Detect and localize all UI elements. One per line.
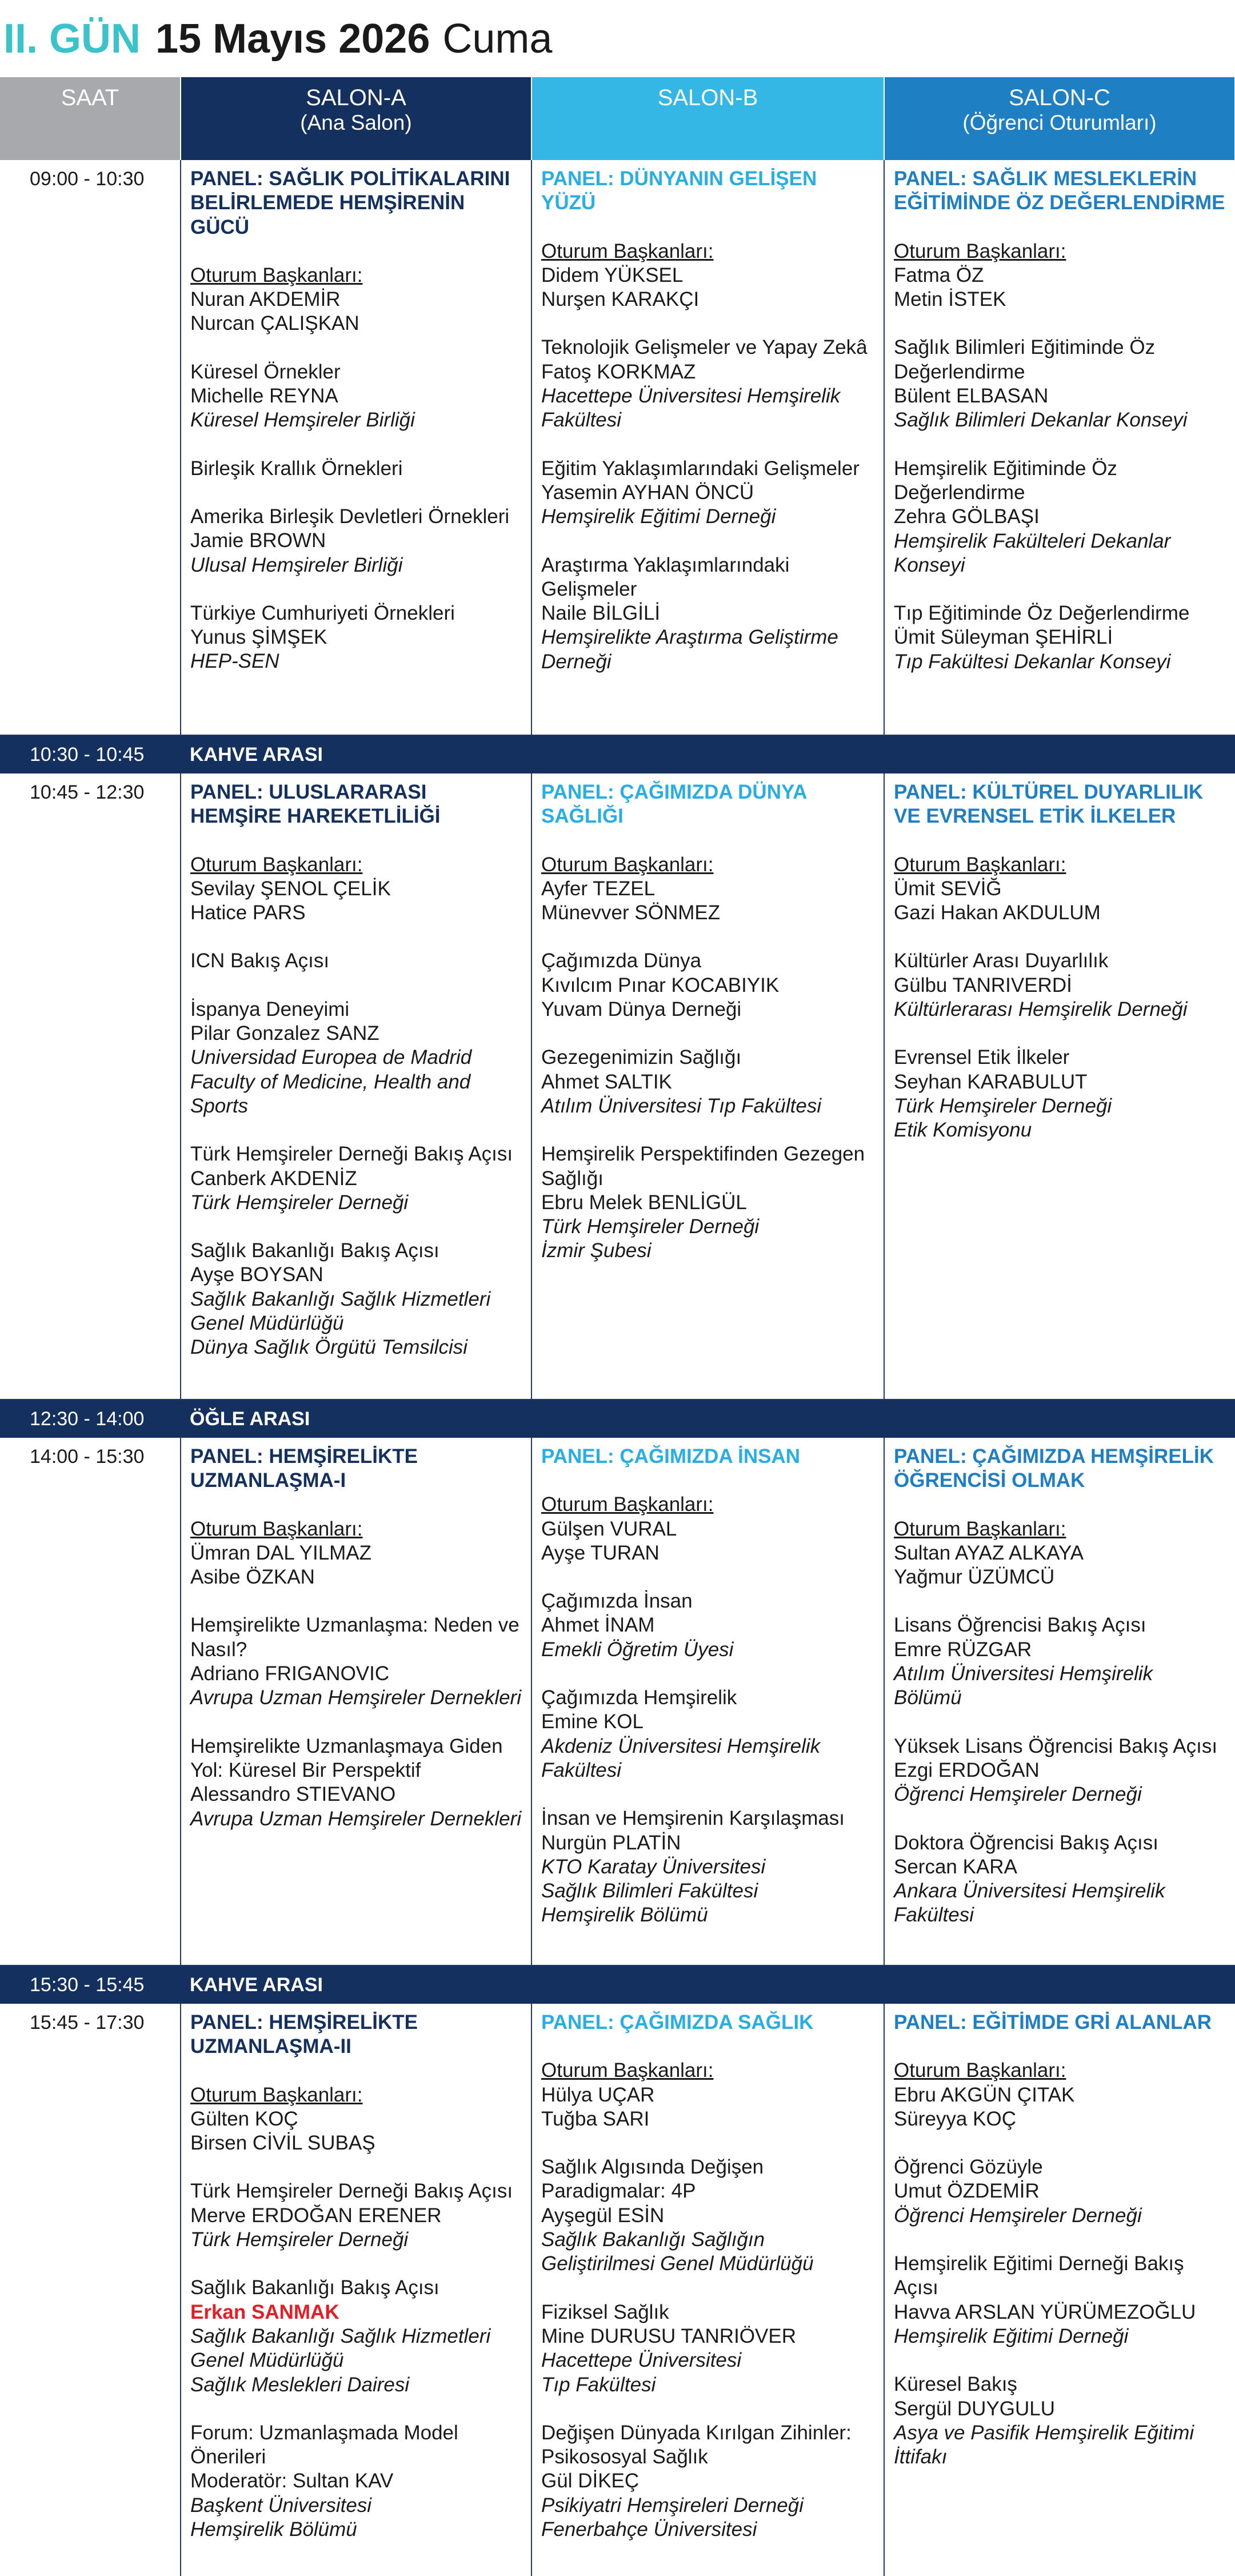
schedule-table [0, 77, 1235, 2576]
chair-name: Münevver SÖNMEZ [541, 902, 721, 924]
talk [894, 2252, 1226, 2348]
panel-cell [181, 1438, 531, 1965]
chair-name: Nurşen KARAKÇI [541, 288, 700, 311]
date-label: 15 Mayıs 2026 [155, 15, 430, 62]
chairs-label: Oturum Başkanları: [190, 2083, 363, 2106]
speaker-name: Emine KOL [541, 1710, 644, 1733]
speaker-org: Hemşirelikte Araştırma Geliştirme Derneği [541, 626, 838, 673]
talk [190, 2179, 522, 2252]
talk [190, 2421, 522, 2542]
chair-name: Gülten KOÇ [190, 2107, 298, 2130]
speaker-org: Dünya Sağlık Örgütü Temsilcisi [190, 1336, 468, 1359]
talk-title: Türk Hemşireler Derneği Bakış Açısı [190, 1143, 513, 1166]
chairs-label: Oturum Başkanları: [894, 853, 1066, 876]
talk [190, 505, 522, 577]
break-time: 15:30 - 15:45 [0, 1965, 181, 2004]
talk [541, 2421, 874, 2542]
speaker-org: Sağlık Bakanlığı Sağlık Hizmetleri Genel Müdürlüğü [190, 1287, 491, 1335]
talk-title: İspanya Deneyimi [190, 998, 350, 1020]
speaker-org: Fenerbahçe Üniversitesi [541, 2518, 757, 2541]
talk-title: Öğrenci Gözüyle [894, 2156, 1043, 2179]
header-time: SAAT [0, 77, 181, 160]
talk [541, 1046, 874, 1118]
speaker-org: Öğrenci Hemşireler Derneği [894, 2204, 1142, 2227]
talk-title: Teknolojik Gelişmeler ve Yapay Zekâ [541, 336, 868, 359]
session-time: 10:45 - 12:30 [0, 773, 181, 1399]
talk [894, 457, 1226, 577]
break-label: KAHVE ARASI [181, 1965, 1235, 2004]
talk-title: İnsan ve Hemşirenin Karşılaşması [541, 1807, 845, 1830]
talk [894, 1831, 1226, 1928]
speaker-org: Etik Komisyonu [894, 1119, 1032, 1142]
speaker-name: Jamie BROWN [190, 529, 326, 552]
chairs-block [541, 2059, 874, 2131]
panel-cell [181, 160, 531, 735]
header-salon-a [181, 77, 531, 160]
speaker-org: Türk Hemşireler Derneği [190, 2228, 409, 2251]
chair-name: Metin İSTEK [894, 288, 1006, 311]
speaker-name: Ahmet SALTIK [541, 1070, 672, 1093]
panel-cell [884, 160, 1235, 735]
speaker-org: Hemşirelik Eğitimi Derneği [894, 2324, 1129, 2347]
session-time: 15:45 - 17:30 [0, 2004, 181, 2576]
speaker-org: Hemşirelik Bölümü [190, 2518, 357, 2541]
panel-title: PANEL: DÜNYANIN GELİŞEN YÜZÜ [541, 168, 817, 214]
panel-title: PANEL: SAĞLIK MESLEKLERİN EĞİTİMİNDE ÖZ DEĞERLENDİRME [894, 168, 1225, 214]
chairs-label: Oturum Başkanları: [541, 2059, 714, 2082]
talk [894, 1613, 1226, 1710]
speaker-name: Yunus ŞİMŞEK [190, 626, 327, 649]
header-row [0, 77, 1235, 160]
talk [541, 553, 874, 674]
chair-name: Hatice PARS [190, 902, 306, 924]
break-row [0, 735, 1235, 773]
panel-title: PANEL: SAĞLIK POLİTİKALARINI BELİRLEMEDE HEMŞİRENİN GÜCÜ [190, 168, 510, 238]
talk-title: Evrensel Etik İlkeler [894, 1046, 1070, 1069]
talk [894, 949, 1226, 1022]
salon-a-name: SALON-A [306, 85, 406, 110]
speaker-org: Avrupa Uzman Hemşireler Dernekleri [190, 1807, 521, 1830]
talk [190, 949, 522, 973]
speaker-org: Kültürlerarası Hemşirelik Derneği [894, 998, 1188, 1021]
chairs-block [190, 2083, 522, 2156]
talk [190, 2276, 522, 2396]
header-salon-c [884, 77, 1235, 160]
speaker-org: Tıp Fakültesi [541, 2373, 656, 2396]
talk [541, 949, 874, 1022]
speaker-org: Asya ve Pasifik Hemşirelik Eğitimi İttifakı [894, 2421, 1194, 2469]
speaker-org: Sağlık Bilimleri Dekanlar Konseyi [894, 409, 1188, 432]
chairs-label: Oturum Başkanları: [190, 853, 363, 876]
talk-title: Küresel Bakış [894, 2373, 1017, 2396]
speaker-org: Akdeniz Üniversitesi Hemşirelik Fakültesi [541, 1734, 821, 1781]
talk-title: ICN Bakış Açısı [190, 950, 330, 972]
chairs-block [190, 853, 522, 926]
panel-title: PANEL: ÇAĞIMIZDA HEMŞİRELİK ÖĞRENCİSİ OLMAK [894, 1445, 1214, 1492]
speaker-name: Pilar Gonzalez SANZ [190, 1022, 379, 1045]
speaker-org: Hemşirelik Bölümü [541, 1904, 708, 1927]
talk [541, 457, 874, 529]
speaker-org: Sağlık Bilimleri Fakültesi [541, 1880, 758, 1903]
speaker-name: Sercan KARA [894, 1855, 1017, 1878]
chair-name: Ümran DAL YILMAZ [190, 1541, 372, 1564]
panel-title: PANEL: ÇAĞIMIZDA DÜNYA SAĞLIĞI [541, 781, 807, 828]
talk [541, 2300, 874, 2397]
talk-title: Amerika Birleşik Devletleri Örnekleri [190, 505, 510, 528]
talk [190, 1239, 522, 1359]
speaker-org: Universidad Europea de Madrid Faculty of Medicine, Health and Sports [190, 1046, 472, 1117]
talk-title: Forum: Uzmanlaşmada Model Önerileri [190, 2421, 458, 2469]
panel-cell [884, 773, 1235, 1399]
speaker-name: Naile BİLGİLİ [541, 602, 661, 625]
break-label: KAHVE ARASI [181, 735, 1235, 773]
speaker-org: Hemşirelik Eğitimi Derneği [541, 505, 776, 528]
chair-name: Fatma ÖZ [894, 264, 984, 286]
break-label: ÖĞLE ARASI [181, 1399, 1235, 1438]
talk-title: Hemşirelik Eğitimi Derneği Bakış Açısı [894, 2252, 1184, 2299]
chairs-label: Oturum Başkanları: [541, 1493, 714, 1516]
chairs-block [894, 2059, 1226, 2131]
chair-name: Sultan AYAZ ALKAYA [894, 1541, 1084, 1564]
chair-name: Birsen CİVİL SUBAŞ [190, 2132, 375, 2155]
talk-title: Araştırma Yaklaşımlarındaki Gelişmeler [541, 553, 790, 600]
weekday-label: Cuma [442, 15, 553, 62]
talk-title: Hemşirelikte Uzmanlaşma: Neden ve Nasıl? [190, 1614, 519, 1661]
talk-title: Küresel Örnekler [190, 360, 341, 383]
speaker-org: Ankara Üniversitesi Hemşirelik Fakültesi [894, 1880, 1165, 1927]
talk-title: Hemşirelik Perspektifinden Gezegen Sağlığı [541, 1143, 865, 1190]
chair-name: Ayfer TEZEL [541, 877, 656, 900]
break-time: 12:30 - 14:00 [0, 1399, 181, 1438]
session-row [0, 2004, 1235, 2576]
talk-title: Gezegenimizin Sağlığı [541, 1046, 742, 1069]
moderator-name: Moderatör: Sultan KAV [190, 2470, 394, 2493]
talk-title: Tıp Eğitiminde Öz Değerlendirme [894, 602, 1190, 625]
speaker-org: Hemşirelik Fakülteleri Dekanlar Konseyi [894, 529, 1171, 576]
chairs-label: Oturum Başkanları: [894, 1517, 1066, 1540]
speaker-name: Ebru Melek BENLİGÜL [541, 1191, 747, 1214]
talk [190, 360, 522, 433]
chairs-label: Oturum Başkanları: [541, 240, 714, 262]
talk [894, 601, 1226, 674]
chairs-block [190, 264, 522, 336]
talk-title: Değişen Dünyada Kırılgan Zihinler: Psikososyal Sağlık [541, 2421, 852, 2469]
day-label: II. GÜN [3, 15, 141, 62]
break-time: 10:30 - 10:45 [0, 735, 181, 773]
talk [541, 2155, 874, 2276]
chair-name: Sevilay ŞENOL ÇELİK [190, 877, 391, 900]
speaker-name: Mine DURUSU TANRIÖVER [541, 2324, 796, 2347]
salon-a-sub: (Ana Salon) [300, 111, 412, 134]
chairs-block [894, 853, 1226, 926]
panel-cell [531, 1438, 884, 1965]
speaker-name: Ümit Süleyman ŞEHİRLİ [894, 626, 1113, 649]
speaker-name: Gül DİKEÇ [541, 2470, 640, 2493]
speaker-name: Ahmet İNAM [541, 1614, 655, 1637]
talk-title: Sağlık Bilimleri Eğitiminde Öz Değerlendirme [894, 336, 1156, 383]
chair-name: Hülya UÇAR [541, 2083, 655, 2106]
talk-title: Eğitim Yaklaşımlarındaki Gelişmeler [541, 457, 860, 480]
talk-title: Sağlık Bakanlığı Bakış Açısı [190, 1239, 439, 1262]
panel-title: PANEL: EĞİTİMDE GRİ ALANLAR [894, 2011, 1212, 2033]
speaker-org: Psikiyatri Hemşireleri Derneği [541, 2494, 804, 2517]
chair-name: Yağmur ÜZÜMCÜ [894, 1566, 1055, 1589]
talk-title: Fiziksel Sağlık [541, 2300, 669, 2323]
speaker-name: Nurgün PLATİN [541, 1831, 681, 1854]
talk-title: Birleşik Krallık Örnekleri [190, 457, 403, 480]
chairs-label: Oturum Başkanları: [190, 1517, 363, 1540]
speaker-name: Yasemin AYHAN ÖNCÜ [541, 481, 754, 504]
speaker-name: Havva ARSLAN YÜRÜMEZOĞLU [894, 2300, 1196, 2323]
break-row [0, 1965, 1235, 2004]
speaker-name: Alessandro STIEVANO [190, 1783, 396, 1806]
panel-title: PANEL: ULUSLARARASI HEMŞİRE HAREKETLİLİĞİ [190, 781, 441, 828]
speaker-org: Başkent Üniversitesi [190, 2494, 372, 2517]
talk-title: Çağımızda Hemşirelik [541, 1686, 737, 1709]
talk [894, 2372, 1226, 2469]
talk [894, 1734, 1226, 1807]
speaker-name: Seyhan KARABULUT [894, 1070, 1088, 1093]
chair-name: Didem YÜKSEL [541, 264, 684, 286]
panel-title: PANEL: ÇAĞIMIZDA İNSAN [541, 1445, 801, 1468]
panel-title: PANEL: HEMŞİRELİKTE UZMANLAŞMA-II [190, 2011, 418, 2058]
chairs-block [541, 853, 874, 926]
session-time: 09:00 - 10:30 [0, 160, 181, 735]
speaker-name: Michelle REYNA [190, 385, 338, 408]
header-salon-b: SALON-B [531, 77, 884, 160]
chairs-label: Oturum Başkanları: [190, 264, 363, 286]
chairs-block [894, 1517, 1226, 1590]
panel-title: PANEL: HEMŞİRELİKTE UZMANLAŞMA-I [190, 1445, 418, 1492]
talk [541, 1807, 874, 1927]
talk [190, 1613, 522, 1710]
talk [190, 601, 522, 674]
speaker-org: Tıp Fakültesi Dekanlar Konseyi [894, 650, 1171, 673]
chair-name: Ümit SEVİĞ [894, 877, 1002, 900]
speaker-name: Fatoş KORKMAZ [541, 360, 696, 383]
talk-title: Hemşirelik Eğitiminde Öz Değerlendirme [894, 457, 1117, 504]
speaker-name: Gülbu TANRIVERDİ [894, 974, 1072, 996]
talk [541, 1686, 874, 1783]
talk-title: Doktora Öğrencisi Bakış Açısı [894, 1831, 1158, 1854]
chairs-label: Oturum Başkanları: [894, 2059, 1066, 2082]
speaker-name: Ezgi ERDOĞAN [894, 1758, 1040, 1781]
speaker-name: Merve ERDOĞAN ERENER [190, 2204, 442, 2227]
talk-title: Sağlık Algısında Değişen Paradigmalar: 4P [541, 2156, 764, 2203]
panel-cell [181, 773, 531, 1399]
talk [190, 998, 522, 1118]
talk-title: Sağlık Bakanlığı Bakış Açısı [190, 2276, 439, 2299]
speaker-org: Avrupa Uzman Hemşireler Dernekleri [190, 1686, 521, 1709]
speaker-org: Atılım Üniversitesi Hemşirelik Bölümü [894, 1662, 1153, 1709]
talk [541, 1142, 874, 1263]
talk-title: Kültürler Arası Duyarlılık [894, 950, 1109, 972]
chair-name: Süreyya KOÇ [894, 2107, 1016, 2130]
session-time: 14:00 - 15:30 [0, 1438, 181, 1965]
chair-name: Asibe ÖZKAN [190, 1566, 315, 1589]
talk [541, 1589, 874, 1662]
talk-title: Türk Hemşireler Derneği Bakış Açısı [190, 2180, 513, 2203]
talk-title: Yüksek Lisans Öğrencisi Bakış Açısı [894, 1734, 1218, 1757]
speaker-org: Öğrenci Hemşireler Derneği [894, 1783, 1142, 1806]
chairs-label: Oturum Başkanları: [541, 853, 714, 876]
chair-name: Gazi Hakan AKDULUM [894, 902, 1101, 924]
speaker-name: Zehra GÖLBAŞI [894, 505, 1040, 528]
speaker-org: Sağlık Meslekleri Dairesi [190, 2373, 410, 2396]
talk-title: Lisans Öğrencisi Bakış Açısı [894, 1614, 1146, 1637]
speaker-org: Türk Hemşireler Derneği [894, 1094, 1112, 1117]
speaker-name: Adriano FRIGANOVIC [190, 1662, 390, 1685]
talk-title: Çağımızda Dünya [541, 950, 702, 972]
speaker-name: Canberk AKDENİZ [190, 1167, 357, 1190]
panel-cell [181, 2004, 531, 2576]
speaker-org: KTO Karatay Üniversitesi [541, 1855, 766, 1878]
break-row [0, 1399, 1235, 1438]
speaker-org: HEP-SEN [190, 650, 279, 673]
talk-title: Türkiye Cumhuriyeti Örnekleri [190, 601, 455, 624]
chairs-block [190, 1517, 522, 1590]
speaker-org: Türk Hemşireler Derneği [190, 1191, 409, 1214]
speaker-org: Sağlık Bakanlığı Sağlığın Geliştirilmesi Genel Müdürlüğü [541, 2228, 814, 2275]
speaker-org: Emekli Öğretim Üyesi [541, 1638, 734, 1661]
salon-c-name: SALON-C [1009, 85, 1110, 110]
chairs-block [541, 240, 874, 312]
chair-name: Nuran AKDEMİR [190, 288, 341, 311]
talk-title: Hemşirelikte Uzmanlaşmaya Giden Yol: Küresel Bir Perspektif [190, 1734, 503, 1781]
speaker-org: Atılım Üniversitesi Tıp Fakültesi [541, 1094, 822, 1117]
session-row [0, 773, 1235, 1399]
talk-title: Çağımızda İnsan [541, 1590, 693, 1613]
speaker-name: Kıvılcım Pınar KOCABIYIK [541, 974, 780, 996]
panel-cell [884, 1438, 1235, 1965]
speaker-org: Ulusal Hemşireler Birliği [190, 553, 403, 576]
chair-name: Tuğba SARI [541, 2107, 650, 2130]
chairs-block [541, 1493, 874, 1565]
panel-cell [531, 160, 884, 735]
panel-cell [531, 2004, 884, 2576]
panel-title: PANEL: KÜLTÜREL DUYARLILIK VE EVRENSEL ETİK İLKELER [894, 781, 1204, 828]
session-row [0, 1438, 1235, 1965]
session-row [0, 160, 1235, 735]
talk [190, 1734, 522, 1831]
page-title [0, 0, 1235, 77]
speaker-org: Küresel Hemşireler Birliği [190, 409, 415, 432]
salon-c-sub: (Öğrenci Oturumları) [962, 111, 1157, 134]
panel-cell [884, 2004, 1235, 2576]
speaker-name: Ayşe BOYSAN [190, 1263, 323, 1286]
panel-cell [531, 773, 884, 1399]
chair-name: Ayşe TURAN [541, 1541, 660, 1564]
speaker-name: Emre RÜZGAR [894, 1638, 1032, 1661]
chair-name: Nurcan ÇALIŞKAN [190, 312, 359, 335]
speaker-org: Hacettepe Üniversitesi Hemşirelik Fakültesi [541, 385, 841, 432]
speaker-name: Sergül DUYGULU [894, 2397, 1056, 2420]
speaker-name: Bülent ELBASAN [894, 385, 1049, 408]
talk [894, 1046, 1226, 1142]
chair-name: Ebru AKGÜN ÇITAK [894, 2083, 1075, 2106]
speaker-name-highlight: Erkan SANMAK [190, 2300, 339, 2323]
talk [541, 336, 874, 432]
talk [190, 1142, 522, 1215]
speaker-org: Yuvam Dünya Derneği [541, 998, 742, 1021]
talk [894, 336, 1226, 432]
speaker-name: Ayşegül ESİN [541, 2204, 665, 2227]
speaker-org: Türk Hemşireler Derneği [541, 1215, 760, 1238]
speaker-org: İzmir Şubesi [541, 1239, 652, 1262]
talk [894, 2155, 1226, 2228]
panel-title: PANEL: ÇAĞIMIZDA SAĞLIK [541, 2011, 814, 2033]
chairs-block [894, 240, 1226, 312]
speaker-name: Umut ÖZDEMİR [894, 2180, 1040, 2203]
speaker-org: Hacettepe Üniversitesi [541, 2349, 742, 2372]
chair-name: Gülşen VURAL [541, 1517, 677, 1540]
chairs-label: Oturum Başkanları: [894, 240, 1066, 262]
speaker-org: Sağlık Bakanlığı Sağlık Hizmetleri Genel Müdürlüğü [190, 2324, 491, 2372]
talk [190, 457, 522, 481]
